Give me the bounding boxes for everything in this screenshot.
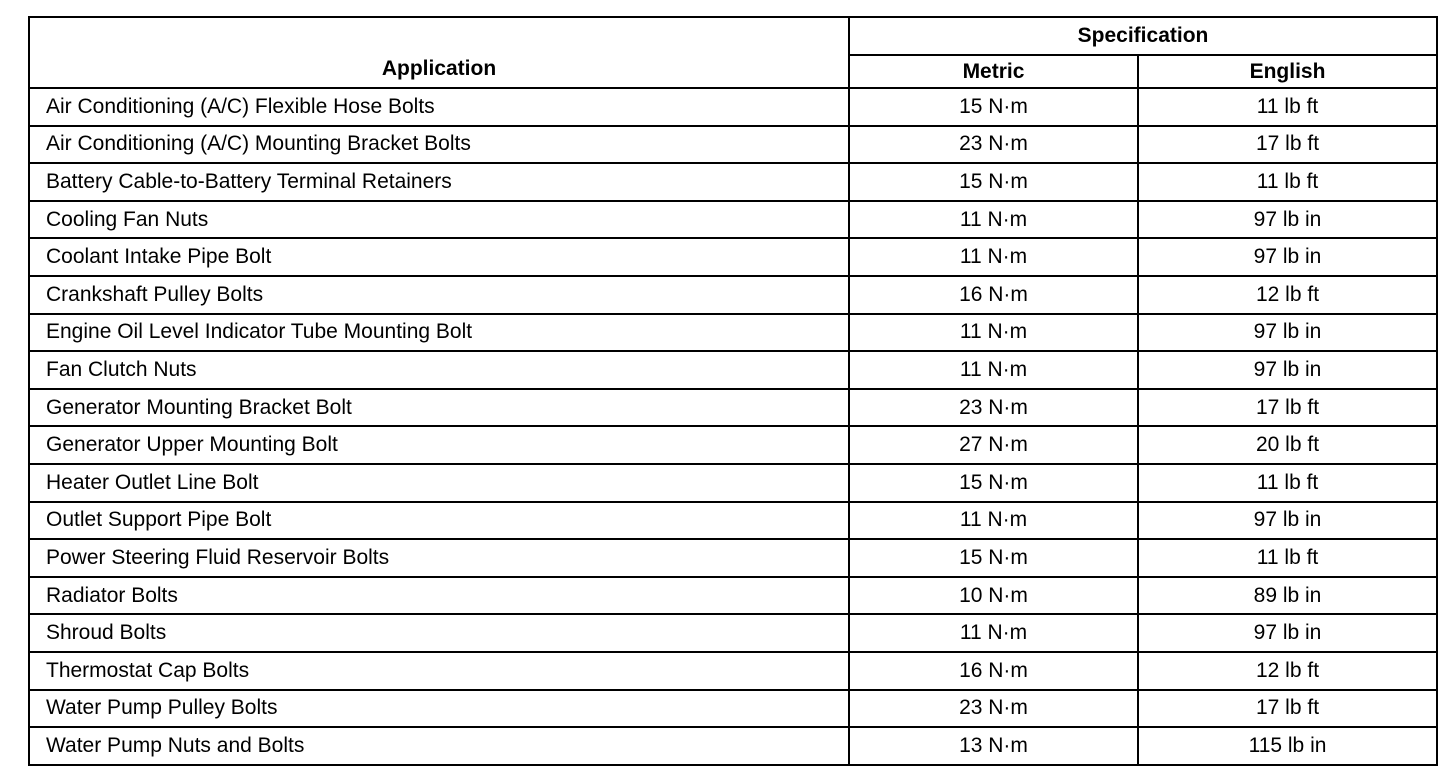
- header-row-top: [29, 17, 1437, 55]
- metric-cell: 11 N·m: [849, 238, 1138, 276]
- application-cell: Coolant Intake Pipe Bolt: [29, 238, 849, 276]
- application-cell: Shroud Bolts: [29, 614, 849, 652]
- fastener-tightening-specifications-table: [28, 16, 1438, 766]
- table-row: [29, 88, 1437, 126]
- application-cell: Crankshaft Pulley Bolts: [29, 276, 849, 314]
- metric-cell: 23 N·m: [849, 126, 1138, 164]
- table-row: [29, 727, 1437, 765]
- english-cell: 20 lb ft: [1138, 426, 1437, 464]
- table-row: [29, 126, 1437, 164]
- english-cell: 11 lb ft: [1138, 88, 1437, 126]
- metric-cell: 13 N·m: [849, 727, 1138, 765]
- english-cell: 115 lb in: [1138, 727, 1437, 765]
- metric-cell: 11 N·m: [849, 614, 1138, 652]
- application-cell: Water Pump Nuts and Bolts: [29, 727, 849, 765]
- metric-cell: 15 N·m: [849, 88, 1138, 126]
- application-cell: Generator Mounting Bracket Bolt: [29, 389, 849, 427]
- application-cell: Engine Oil Level Indicator Tube Mounting Bolt: [29, 314, 849, 352]
- table-row: [29, 652, 1437, 690]
- english-cell: 97 lb in: [1138, 351, 1437, 389]
- english-cell: 12 lb ft: [1138, 276, 1437, 314]
- metric-cell: 11 N·m: [849, 502, 1138, 540]
- metric-cell: 10 N·m: [849, 577, 1138, 615]
- table-row: [29, 614, 1437, 652]
- application-cell: Outlet Support Pipe Bolt: [29, 502, 849, 540]
- application-cell: Air Conditioning (A/C) Mounting Bracket Bolts: [29, 126, 849, 164]
- header-english: English: [1138, 55, 1437, 88]
- table-row: [29, 163, 1437, 201]
- table-row: [29, 351, 1437, 389]
- table-row: [29, 426, 1437, 464]
- table-row: [29, 464, 1437, 502]
- table-row: [29, 690, 1437, 728]
- english-cell: 97 lb in: [1138, 614, 1437, 652]
- application-cell: Air Conditioning (A/C) Flexible Hose Bolts: [29, 88, 849, 126]
- english-cell: 11 lb ft: [1138, 163, 1437, 201]
- english-cell: 97 lb in: [1138, 201, 1437, 239]
- english-cell: 97 lb in: [1138, 502, 1437, 540]
- table-body: [29, 88, 1437, 765]
- metric-cell: 23 N·m: [849, 389, 1138, 427]
- header-application: Application: [29, 17, 849, 88]
- application-cell: Fan Clutch Nuts: [29, 351, 849, 389]
- application-cell: Battery Cable-to-Battery Terminal Retainers: [29, 163, 849, 201]
- table-row: [29, 539, 1437, 577]
- table-header: [29, 17, 1437, 88]
- table-row: [29, 314, 1437, 352]
- table-row: [29, 238, 1437, 276]
- english-cell: 12 lb ft: [1138, 652, 1437, 690]
- metric-cell: 15 N·m: [849, 539, 1138, 577]
- english-cell: 97 lb in: [1138, 314, 1437, 352]
- metric-cell: 27 N·m: [849, 426, 1138, 464]
- application-cell: Water Pump Pulley Bolts: [29, 690, 849, 728]
- metric-cell: 16 N·m: [849, 652, 1138, 690]
- english-cell: 89 lb in: [1138, 577, 1437, 615]
- header-specification: Specification: [849, 17, 1437, 55]
- metric-cell: 11 N·m: [849, 351, 1138, 389]
- table-row: [29, 389, 1437, 427]
- metric-cell: 23 N·m: [849, 690, 1138, 728]
- english-cell: 17 lb ft: [1138, 690, 1437, 728]
- metric-cell: 15 N·m: [849, 464, 1138, 502]
- table-row: [29, 201, 1437, 239]
- table-row: [29, 502, 1437, 540]
- english-cell: 11 lb ft: [1138, 464, 1437, 502]
- metric-cell: 16 N·m: [849, 276, 1138, 314]
- english-cell: 97 lb in: [1138, 238, 1437, 276]
- metric-cell: 15 N·m: [849, 163, 1138, 201]
- metric-cell: 11 N·m: [849, 314, 1138, 352]
- english-cell: 11 lb ft: [1138, 539, 1437, 577]
- application-cell: Radiator Bolts: [29, 577, 849, 615]
- application-cell: Power Steering Fluid Reservoir Bolts: [29, 539, 849, 577]
- english-cell: 17 lb ft: [1138, 389, 1437, 427]
- header-metric: Metric: [849, 55, 1138, 88]
- application-cell: Heater Outlet Line Bolt: [29, 464, 849, 502]
- application-cell: Thermostat Cap Bolts: [29, 652, 849, 690]
- metric-cell: 11 N·m: [849, 201, 1138, 239]
- application-cell: Cooling Fan Nuts: [29, 201, 849, 239]
- table-row: [29, 577, 1437, 615]
- english-cell: 17 lb ft: [1138, 126, 1437, 164]
- table-row: [29, 276, 1437, 314]
- application-cell: Generator Upper Mounting Bolt: [29, 426, 849, 464]
